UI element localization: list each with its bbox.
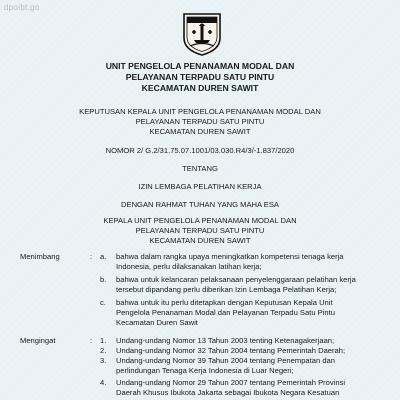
- keputusan-line-1: KEPUTUSAN KEPALA UNIT PENGELOLA PENANAMAN MODAL DAN: [79, 107, 321, 116]
- menimbang-marker-a: a.: [100, 252, 107, 261]
- mengingat-item-2-line-1: Undang-undang Nomor 32 Tahun 2004 tentang Pemerintah Daerah;: [116, 346, 346, 355]
- tentang-label: TENTANG: [182, 164, 218, 173]
- menimbang-item-a-line-2: Indonesia, perlu dilaksanakan latihan kerja;: [116, 262, 262, 271]
- mengingat-marker-3: 3.: [100, 356, 107, 365]
- jakarta-emblem-logo: [180, 8, 224, 56]
- emblem-motto: [180, 8, 224, 56]
- menimbang-item-b-line-2: tersebut dipandang perlu diberikan Izin Lembaga Pelatihan Kerja;: [116, 285, 337, 294]
- keputusan-line-2: PELAYANAN TERPADU SATU PINTU: [135, 117, 265, 126]
- header-line-1: UNIT PENGELOLA PENANAMAN MODAL DAN: [105, 61, 295, 71]
- header-line-2: PELAYANAN TERPADU SATU PINTU: [125, 72, 275, 82]
- mengingat-label: Mengingat: [20, 336, 56, 345]
- decree-subject: IZIN LEMBAGA PELATIHAN KERJA: [138, 182, 262, 191]
- mengingat-marker-1: 1.: [100, 336, 107, 345]
- menimbang-item-c-line-1: bahwa untuk itu perlu ditetapkan dengan Keputusan Kepala Unit: [116, 298, 333, 307]
- menimbang-item-b-line-1: bahwa untuk kelancaran pelaksanaan penyelenggaraan pelatihan kerja: [116, 275, 356, 284]
- mengingat-item-4-line-2: Daerah Khusus Ibukota Jakarta sebagai Ibukota Negara Kesatuan: [116, 388, 340, 397]
- menimbang-item-c-line-2: Pengelola Penanaman Modal dan Pelayanan Terpadu Satu Pintu: [116, 308, 335, 317]
- mengingat-item-1-line-1: Undang-undang Nomor 13 Tahun 2003 tenting Ketenagakerjaan;: [116, 336, 335, 345]
- menimbang-label: Menimbang: [20, 252, 60, 261]
- menimbang-marker-b: b.: [100, 275, 107, 284]
- kepala-line-1: KEPALA UNIT PENGELOLA PENANAMAN MODAL DAN: [103, 216, 297, 225]
- header-line-3: KECAMATAN DUREN SAWIT: [141, 83, 259, 93]
- mengingat-marker-4: 4.: [100, 378, 107, 387]
- menimbang-item-c-line-3: Kecamatan Duren Sawit: [116, 318, 198, 327]
- kepala-line-2: PELAYANAN TERPADU SATU PINTU: [135, 226, 265, 235]
- mengingat-colon: :: [90, 336, 93, 345]
- menimbang-colon: :: [90, 252, 93, 261]
- keputusan-line-3: KECAMATAN DUREN SAWIT: [149, 127, 251, 136]
- kepala-line-3: KECAMATAN DUREN SAWIT: [149, 236, 251, 245]
- rahmat-line: DENGAN RAHMAT TUHAN YANG MAHA ESA: [121, 200, 279, 209]
- mengingat-item-3-line-2: perlindungan Tenaga Kerja Indonesia di Luar Negeri;: [116, 366, 294, 375]
- mengingat-item-4-line-1: Undang-undang Nomor 29 Tahun 2007 tentang Pemerintah Provinsi: [116, 378, 346, 387]
- mengingat-item-3-line-1: Undang-undang Nomor 39 Tahun 2004 tentang Penempatan dan: [116, 356, 335, 365]
- menimbang-item-a-line-1: bahwa dalam rangka upaya meningkatkan kompetensi tenaga kerja: [116, 252, 344, 261]
- decree-number: NOMOR 2/ G.2/31.75.07.1001/03.030.R4/3/-1.837/2020: [105, 146, 295, 155]
- watermark-text: dpoibt.go: [4, 3, 40, 12]
- mengingat-marker-2: 2.: [100, 346, 107, 355]
- menimbang-marker-c: c.: [100, 298, 106, 307]
